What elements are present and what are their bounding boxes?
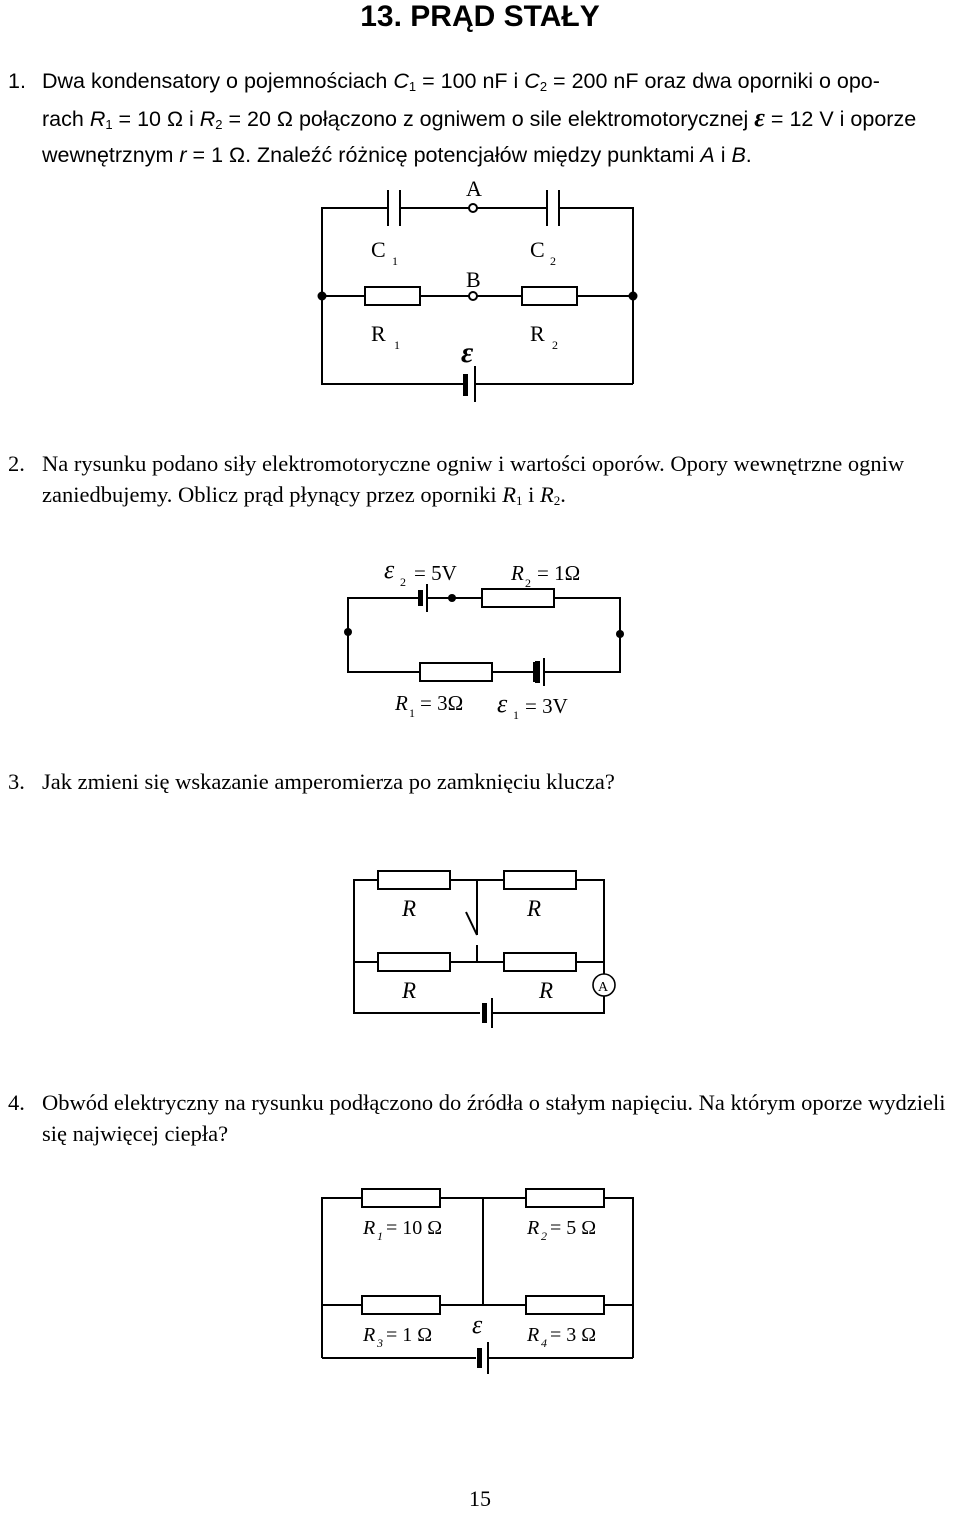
svg-text:1: 1 xyxy=(409,706,415,720)
label-b: B xyxy=(466,267,481,292)
svg-text:1: 1 xyxy=(513,708,519,722)
label-r-top-left: R xyxy=(402,896,417,921)
label-a: A xyxy=(466,176,482,201)
svg-text:2: 2 xyxy=(552,338,558,352)
circuit-diagram-4 xyxy=(0,1180,960,1380)
circuit-diagram-3 xyxy=(0,860,960,1040)
label-r2: R xyxy=(527,1217,540,1239)
label-c1: C xyxy=(371,237,386,262)
page-title: 13. PRĄD STAŁY xyxy=(360,0,600,33)
svg-text:= 5V: = 5V xyxy=(414,561,457,585)
label-r-top-right: R xyxy=(527,896,542,921)
ammeter-label: A xyxy=(598,980,609,995)
page-number: 15 xyxy=(469,1486,491,1511)
problem-number: 3. xyxy=(8,769,25,794)
svg-text:= 10 Ω: = 10 Ω xyxy=(386,1217,443,1239)
label-r2: R xyxy=(511,561,524,585)
problem-2-text: 2. Na rysunku podano siły elektromotoryczne ogniw i wartości oporów. Opory wewnętrzne ogniw zaniedbujemy. Oblicz prąd płynący przez oporniki $R_1$ i $R_2$. xyxy=(8,451,905,508)
svg-text:= 3V: = 3V xyxy=(525,694,568,718)
svg-text:= 3Ω: = 3Ω xyxy=(420,691,464,715)
label-r4: R xyxy=(527,1324,540,1346)
svg-text:2: 2 xyxy=(525,576,531,590)
problem-number: 2. xyxy=(8,451,25,476)
label-r1: R xyxy=(371,321,386,346)
label-emf1: ε xyxy=(497,689,508,718)
terminal-a xyxy=(469,204,477,212)
svg-text:= 5 Ω: = 5 Ω xyxy=(550,1217,597,1239)
label-emf: ε xyxy=(461,336,474,369)
problem-1-text: 1. Dwa kondensatory o pojemnościach $C_1 = 100$ nF i $C_2 = 200$ nF oraz dwa oporniki o opo- rach $R_1 = 10$ Ω i $R_2 = 20$ Ω połączono z ogniwem o sile elektromotorycznej ε = 12 V i oporze wewnętrznym r = 1 Ω. Znaleźć różnicę potencjałów między punktami A i B. xyxy=(42,66,960,171)
svg-text:1: 1 xyxy=(392,254,398,268)
svg-text:4: 4 xyxy=(541,1336,547,1350)
svg-text:1: 1 xyxy=(394,338,400,352)
label-emf: ε xyxy=(472,1310,483,1339)
svg-text:2: 2 xyxy=(541,1229,547,1243)
label-c2: C xyxy=(530,237,545,262)
circuit-diagram-1 xyxy=(0,170,960,420)
label-r1: R xyxy=(395,691,408,715)
label-r-bottom-right: R xyxy=(539,978,554,1003)
label-r3: R xyxy=(363,1324,376,1346)
terminal-b xyxy=(469,292,477,300)
label-emf2: ε xyxy=(384,555,395,584)
problem-number: 4. xyxy=(8,1090,25,1115)
label-r2: R xyxy=(530,321,545,346)
svg-text:2: 2 xyxy=(400,575,406,589)
svg-text:= 1 Ω: = 1 Ω xyxy=(386,1324,433,1346)
label-r1: R xyxy=(363,1217,376,1239)
label-r-bottom-left: R xyxy=(402,978,417,1003)
svg-text:2: 2 xyxy=(550,254,556,268)
problem-4-text: 4. Obwód elektryczny na rysunku podłączono do źródła o stałym napięciu. Na którym oporze wydzieli się najwięcej ciepła? xyxy=(8,1090,946,1146)
svg-text:1: 1 xyxy=(377,1229,383,1243)
circuit-diagram-2 xyxy=(0,555,960,725)
problem-number: 1. xyxy=(8,69,26,93)
svg-text:= 3 Ω: = 3 Ω xyxy=(550,1324,597,1346)
svg-text:= 1Ω: = 1Ω xyxy=(537,561,581,585)
svg-text:3: 3 xyxy=(377,1336,383,1350)
problem-3-text: 3. Jak zmieni się wskazanie amperomierza po zamknięciu klucza? xyxy=(42,767,960,798)
